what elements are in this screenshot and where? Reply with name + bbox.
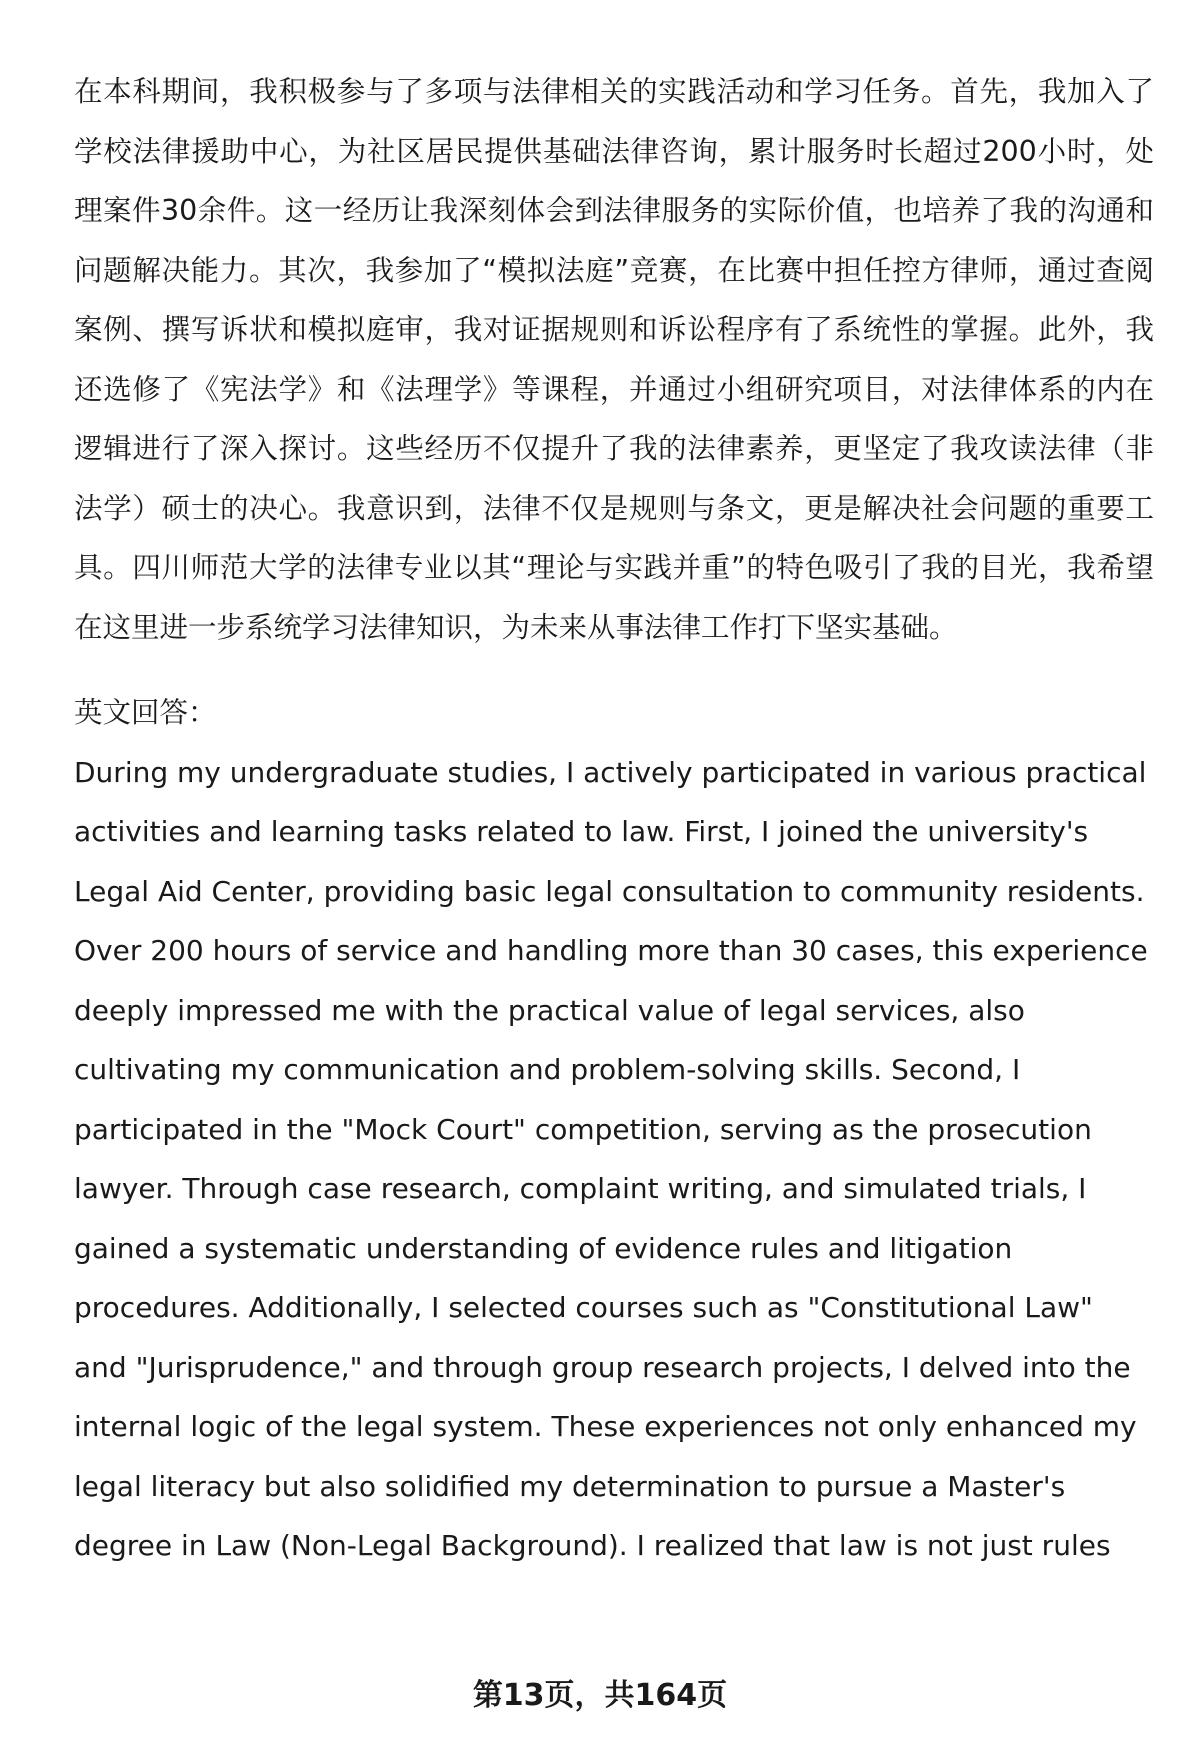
page-number-footer: 第13页，共164页 [472, 1678, 728, 1713]
page-content [74, 62, 1154, 1576]
chinese-answer-paragraph: 在本科期间，我积极参与了多项与法律相关的实践活动和学习任务。首先，我加入了学校法律援助中心，为社区居民提供基础法律咨询，累计服务时长超过200小时，处理案件30余件。这一经历让我深刻体会到法律服务的实际价值，也培养了我的沟通和问题解决能力。其次，我参加了“模拟法庭”竞赛，在比赛中担任控方律师，通过查阅案例、撰写诉状和模拟庭审，我对证据规则和诉讼程序有了系统性的掌握。此外，我还选修了《宪法学》和《法理学》等课程，并通过小组研究项目，对法律体系的内在逻辑进行了深入探讨。这些经历不仅提升了我的法律素养，更坚定了我攻读法律（非法学）硕士的决心。我意识到，法律不仅是规则与条文，更是解决社会问题的重要工具。四川师范大学的法律专业以其“理论与实践并重”的特色吸引了我的目光，我希望在这里进一步系统学习法律知识，为未来从事法律工作打下坚实基础。 [74, 75, 1154, 644]
english-answer-paragraph: During my undergraduate studies, I actively participated in various practical activities and learning tasks related to law. First, I joined the university's Legal Aid Center, providing basic legal consultation to community residents. Over 200 hours of service and handling more than 30 cases, this experience deeply impressed me with the practical value of legal services, also cultivating my communication and problem-solving skills. Second, I participated in the "Mock Court" competition, serving as the prosecution lawyer. Through case research, complaint writing, and simulated trials, I gained a systematic understanding of evidence rules and litigation procedures. Additionally, I selected courses such as "Constitutional Law" and "Jurisprudence," and through group research projects, I delved into the internal logic of the legal system. These experiences not only enhanced my legal literacy but also solidified my determination to pursue a Master's degree in Law (Non-Legal Background). I realized that law is not just rules [74, 755, 1148, 1562]
english-answer-label: 英文回答： [74, 696, 217, 729]
